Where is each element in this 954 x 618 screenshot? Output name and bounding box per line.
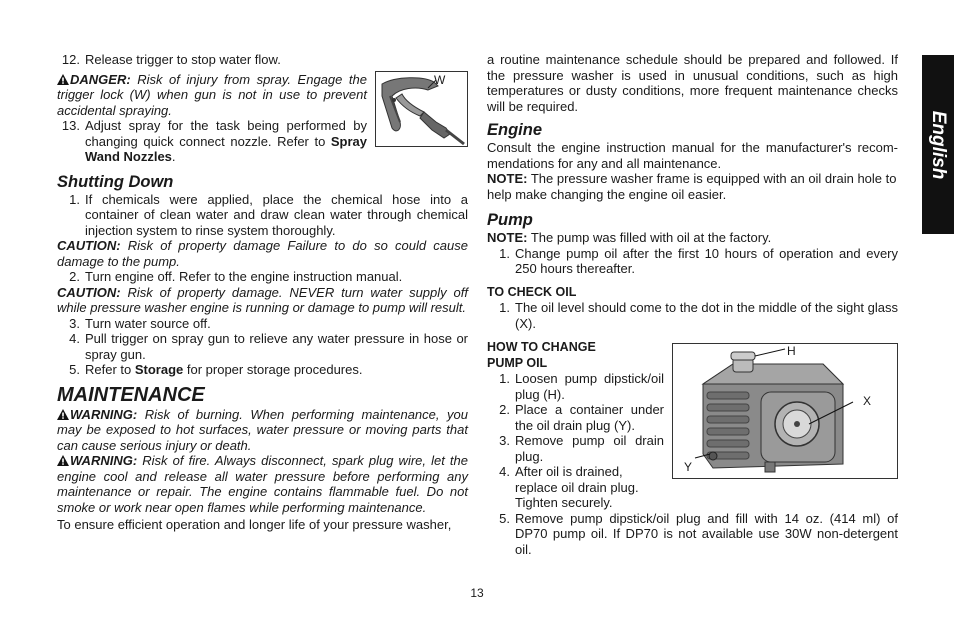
spray-gun-illustration [376, 72, 467, 146]
step-5-text: Refer to [85, 362, 135, 377]
warning-label: WARNING: [70, 406, 138, 422]
step-number: 1. [499, 371, 510, 386]
step-text: Turn engine off. Refer to the engine instruction manual. [85, 269, 403, 284]
step-text: Place a container under the oil drain plug (Y). [515, 402, 664, 433]
step-text: Pull trigger on spray gun to relieve any water pressure in hose or spray gun. [85, 331, 468, 362]
change-oil-step-4 [487, 464, 664, 511]
step-13-text: Adjust spray for the task being performed by changing quick connect nozzle. Refer to [85, 118, 367, 149]
warning-triangle-icon [57, 409, 69, 420]
caution-notice-1 [57, 238, 468, 269]
step-5-end: for proper storage procedures. [183, 362, 363, 377]
pump-illustration [673, 344, 897, 478]
step-number: 5. [69, 362, 80, 377]
check-oil-step-1 [487, 300, 898, 331]
change-oil-heading-line1: HOW TO CHANGE [487, 340, 596, 354]
language-tab [922, 55, 954, 234]
step-number: 2. [499, 402, 510, 417]
sight-glass-label-x: X [863, 394, 872, 408]
dipstick-label-h: H [787, 344, 796, 358]
storage-ref: Storage [134, 362, 184, 377]
note-label: NOTE: [487, 171, 528, 186]
check-oil-heading: TO CHECK OIL [487, 284, 577, 299]
warning-notice-2 [57, 453, 468, 515]
shutdown-step-2 [57, 269, 468, 285]
caution-notice-2 [57, 285, 468, 316]
danger-label: DANGER: [70, 71, 131, 87]
caution-text: Risk of property damage. NEVER turn water supply off while pressure washer engine is running or damage to pump will result. [57, 284, 468, 315]
step-number: 5. [499, 510, 510, 526]
shutdown-step-4 [57, 331, 468, 362]
page-number: 13 [470, 586, 484, 600]
step-13 [57, 118, 367, 165]
pump-note [487, 230, 898, 246]
step-text: If chemicals were applied, place the chemical hose into a container of clean water and draw clean water through chemical injection system to rinse system thoroughly. [85, 191, 468, 238]
caution-text: Risk of property damage Failure to do so could cause damage to the pump. [57, 238, 468, 269]
step-number: 12. [61, 52, 80, 67]
step-number: 3. [69, 315, 80, 331]
step-text: Remove pump dipstick/oil plug and fill with 14 oz. (414 ml) of DP70 pump oil. If DP70 is not available use 30W non-detergent oil. [515, 510, 898, 557]
right-column [487, 52, 898, 557]
step-text: After oil is drained, replace oil drain plug. Tighten securely. [515, 464, 639, 510]
engine-note [487, 171, 898, 202]
step-number: 3. [499, 433, 510, 448]
step-text: The oil level should come to the dot in the middle of the sight glass (X). [515, 300, 898, 331]
change-oil-step-2 [487, 402, 664, 433]
maintenance-heading: MAINTENANCE [57, 383, 205, 406]
step-text: Change pump oil after the first 10 hours of operation and every 250 hours thereafter. [515, 245, 898, 276]
change-oil-heading-line2: PUMP OIL [487, 355, 548, 370]
pump-step-1 [487, 246, 898, 277]
warning-triangle-icon [57, 74, 69, 85]
engine-text: Consult the engine instruction manual for the manufacturer's recom-mendations for any and all maintenance. [487, 140, 898, 171]
step-number: 13. [61, 118, 80, 133]
step-number: 2. [69, 269, 80, 284]
shutting-down-heading: Shutting Down [57, 172, 174, 191]
shutdown-step-5 [57, 362, 468, 378]
step-13-end: . [171, 149, 176, 164]
pump-heading: Pump [487, 211, 533, 229]
pump-figure [672, 343, 898, 479]
caution-label: CAUTION: [57, 284, 121, 300]
left-column [57, 52, 468, 533]
step-number: 1. [499, 245, 510, 261]
warning-text: Risk of burning. When performing maintenance, you may be exposed to hot surfaces, water pressure or moving parts that can cause serious injury or death. [57, 406, 468, 453]
warning-label: WARNING: [70, 453, 138, 468]
warning-triangle-icon [57, 455, 69, 466]
change-oil-step-5 [487, 511, 898, 558]
drain-plug-label-y: Y [684, 460, 693, 474]
note-text: The pump was filled with oil at the factory. [530, 230, 772, 245]
spray-gun-figure [375, 71, 468, 147]
step-number: 1. [499, 300, 510, 315]
language-tab-label: English [927, 110, 949, 179]
step-text: Loosen pump dipstick/oil plug (H). [515, 371, 664, 402]
caution-label: CAUTION: [57, 238, 121, 253]
note-text: The pressure washer frame is equipped with an oil drain hole to help make changing the engine oil easier. [487, 171, 897, 202]
step-text [85, 118, 367, 165]
step-12 [57, 52, 468, 68]
maintenance-intro-continued: a routine maintenance schedule should be prepared and followed. If the pressure washer is used in unusual conditions, such as high temperatures or dusty conditions, more frequent maintenance checks will be required. [487, 52, 898, 114]
warning-notice-1 [57, 407, 468, 454]
step-text [85, 362, 468, 378]
danger-text: Risk of injury from spray. Engage the trigger lock (W) when gun is not in use to prevent accidental spraying. [57, 71, 367, 118]
step-number: 1. [69, 191, 80, 207]
change-oil-step-1 [487, 371, 664, 402]
step-text: Release trigger to stop water flow. [85, 52, 281, 67]
trigger-lock-label: W [434, 72, 446, 87]
shutdown-step-3 [57, 316, 468, 332]
note-label: NOTE: [487, 230, 528, 245]
step-text: Turn water source off. [85, 315, 211, 331]
warning-text: Risk of fire. Always disconnect, spark plug wire, let the engine cool and release all water pressure before performing any maintenance or repair. The engine contains flammable fuel. Do not smoke or work near open flames while performing maintenance. [57, 453, 468, 515]
engine-heading: Engine [487, 121, 543, 139]
step-number: 4. [69, 331, 80, 346]
shutdown-step-1 [57, 192, 468, 239]
step-text: Remove pump oil drain plug. [515, 433, 664, 464]
step-number: 4. [499, 464, 510, 479]
spray-wand-nozzles-ref: Spray Wand Nozzles [85, 133, 367, 164]
change-oil-step-3 [487, 433, 664, 464]
maintenance-intro: To ensure efficient operation and longer life of your pressure washer, [57, 517, 452, 532]
